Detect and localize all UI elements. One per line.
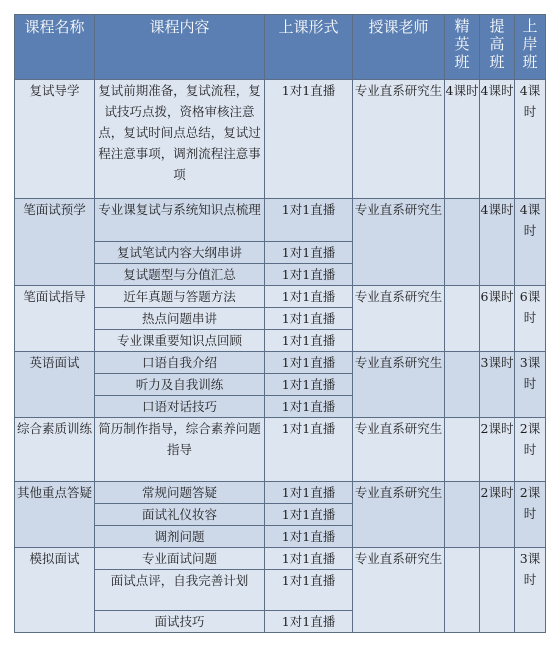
success-hours: 6课时: [515, 286, 546, 352]
success-hours: 3课时: [515, 352, 546, 418]
table-row: [15, 418, 546, 482]
table-row: [15, 286, 546, 308]
success-hours: 2课时: [515, 482, 546, 548]
teacher: 专业直系研究生: [353, 352, 445, 418]
class-mode: 1对1直播: [265, 374, 353, 396]
course-table: [14, 14, 546, 633]
class-mode: 1对1直播: [265, 80, 353, 199]
class-mode: 1对1直播: [265, 286, 353, 308]
class-mode: 1对1直播: [265, 418, 353, 482]
course-name: 其他重点答疑: [15, 482, 95, 548]
course-content: 口语自我介绍: [95, 352, 265, 374]
teacher: 专业直系研究生: [353, 548, 445, 633]
class-mode: 1对1直播: [265, 548, 353, 570]
course-content: 热点问题串讲: [95, 308, 265, 330]
class-mode: 1对1直播: [265, 611, 353, 633]
advanced-hours: 3课时: [480, 352, 515, 418]
course-content: 简历制作指导，综合素养问题指导: [95, 418, 265, 482]
class-mode: 1对1直播: [265, 308, 353, 330]
course-content: 调剂问题: [95, 526, 265, 548]
class-mode: 1对1直播: [265, 242, 353, 264]
success-hours: 4课时: [515, 80, 546, 199]
teacher: 专业直系研究生: [353, 286, 445, 352]
teacher: 专业直系研究生: [353, 418, 445, 482]
advanced-hours: 6课时: [480, 286, 515, 352]
header-advanced-class: 提高班: [480, 15, 515, 80]
course-content: 专业面试问题: [95, 548, 265, 570]
advanced-hours: 4课时: [480, 199, 515, 286]
elite-hours: 4课时: [445, 80, 480, 199]
advanced-hours: 4课时: [480, 80, 515, 199]
advanced-hours: [480, 548, 515, 633]
teacher: 专业直系研究生: [353, 482, 445, 548]
success-hours: 2课时: [515, 418, 546, 482]
course-content: 复试题型与分值汇总: [95, 264, 265, 286]
table-row: [15, 482, 546, 504]
teacher: 专业直系研究生: [353, 80, 445, 199]
course-content: 近年真题与答题方法: [95, 286, 265, 308]
course-content: 专业课复试与系统知识点梳理: [95, 199, 265, 242]
advanced-hours: 2课时: [480, 482, 515, 548]
header-success-class: 上岸班: [515, 15, 546, 80]
teacher: 专业直系研究生: [353, 199, 445, 286]
class-mode: 1对1直播: [265, 482, 353, 504]
course-content: 复试笔试内容大纲串讲: [95, 242, 265, 264]
course-name: 复试导学: [15, 80, 95, 199]
table-row: [15, 199, 546, 242]
class-mode: 1对1直播: [265, 330, 353, 352]
header-teacher: 授课老师: [353, 15, 445, 80]
table-row: [15, 80, 546, 199]
header-course-content: 课程内容: [95, 15, 265, 80]
course-content: 专业课重要知识点回顾: [95, 330, 265, 352]
elite-hours: [445, 482, 480, 548]
course-content: 面试礼仪妆容: [95, 504, 265, 526]
course-name: 笔面试预学: [15, 199, 95, 286]
header-row: [15, 15, 546, 80]
table-row: [15, 548, 546, 570]
class-mode: 1对1直播: [265, 199, 353, 242]
elite-hours: [445, 286, 480, 352]
class-mode: 1对1直播: [265, 570, 353, 611]
course-name: 模拟面试: [15, 548, 95, 633]
table-row: [15, 352, 546, 374]
elite-hours: [445, 199, 480, 286]
course-name: 笔面试指导: [15, 286, 95, 352]
class-mode: 1对1直播: [265, 396, 353, 418]
course-content: 面试点评，自我完善计划: [95, 570, 265, 611]
header-course-name: 课程名称: [15, 15, 95, 80]
course-name: 英语面试: [15, 352, 95, 418]
success-hours: 3课时: [515, 548, 546, 633]
elite-hours: [445, 418, 480, 482]
class-mode: 1对1直播: [265, 526, 353, 548]
course-content: 听力及自我训练: [95, 374, 265, 396]
class-mode: 1对1直播: [265, 352, 353, 374]
course-name: 综合素质训练: [15, 418, 95, 482]
elite-hours: [445, 548, 480, 633]
course-content: 常规问题答疑: [95, 482, 265, 504]
course-content: 口语对话技巧: [95, 396, 265, 418]
header-class-mode: 上课形式: [265, 15, 353, 80]
class-mode: 1对1直播: [265, 264, 353, 286]
success-hours: 4课时: [515, 199, 546, 286]
course-content: 复试前期准备，复试流程，复试技巧点拨，资格审核注意点，复试时间点总结，复试过程注意事项，调剂流程注意事项: [95, 80, 265, 199]
header-elite-class: 精英班: [445, 15, 480, 80]
course-content: 面试技巧: [95, 611, 265, 633]
elite-hours: [445, 352, 480, 418]
class-mode: 1对1直播: [265, 504, 353, 526]
course-table-wrapper: [14, 14, 546, 633]
advanced-hours: 2课时: [480, 418, 515, 482]
